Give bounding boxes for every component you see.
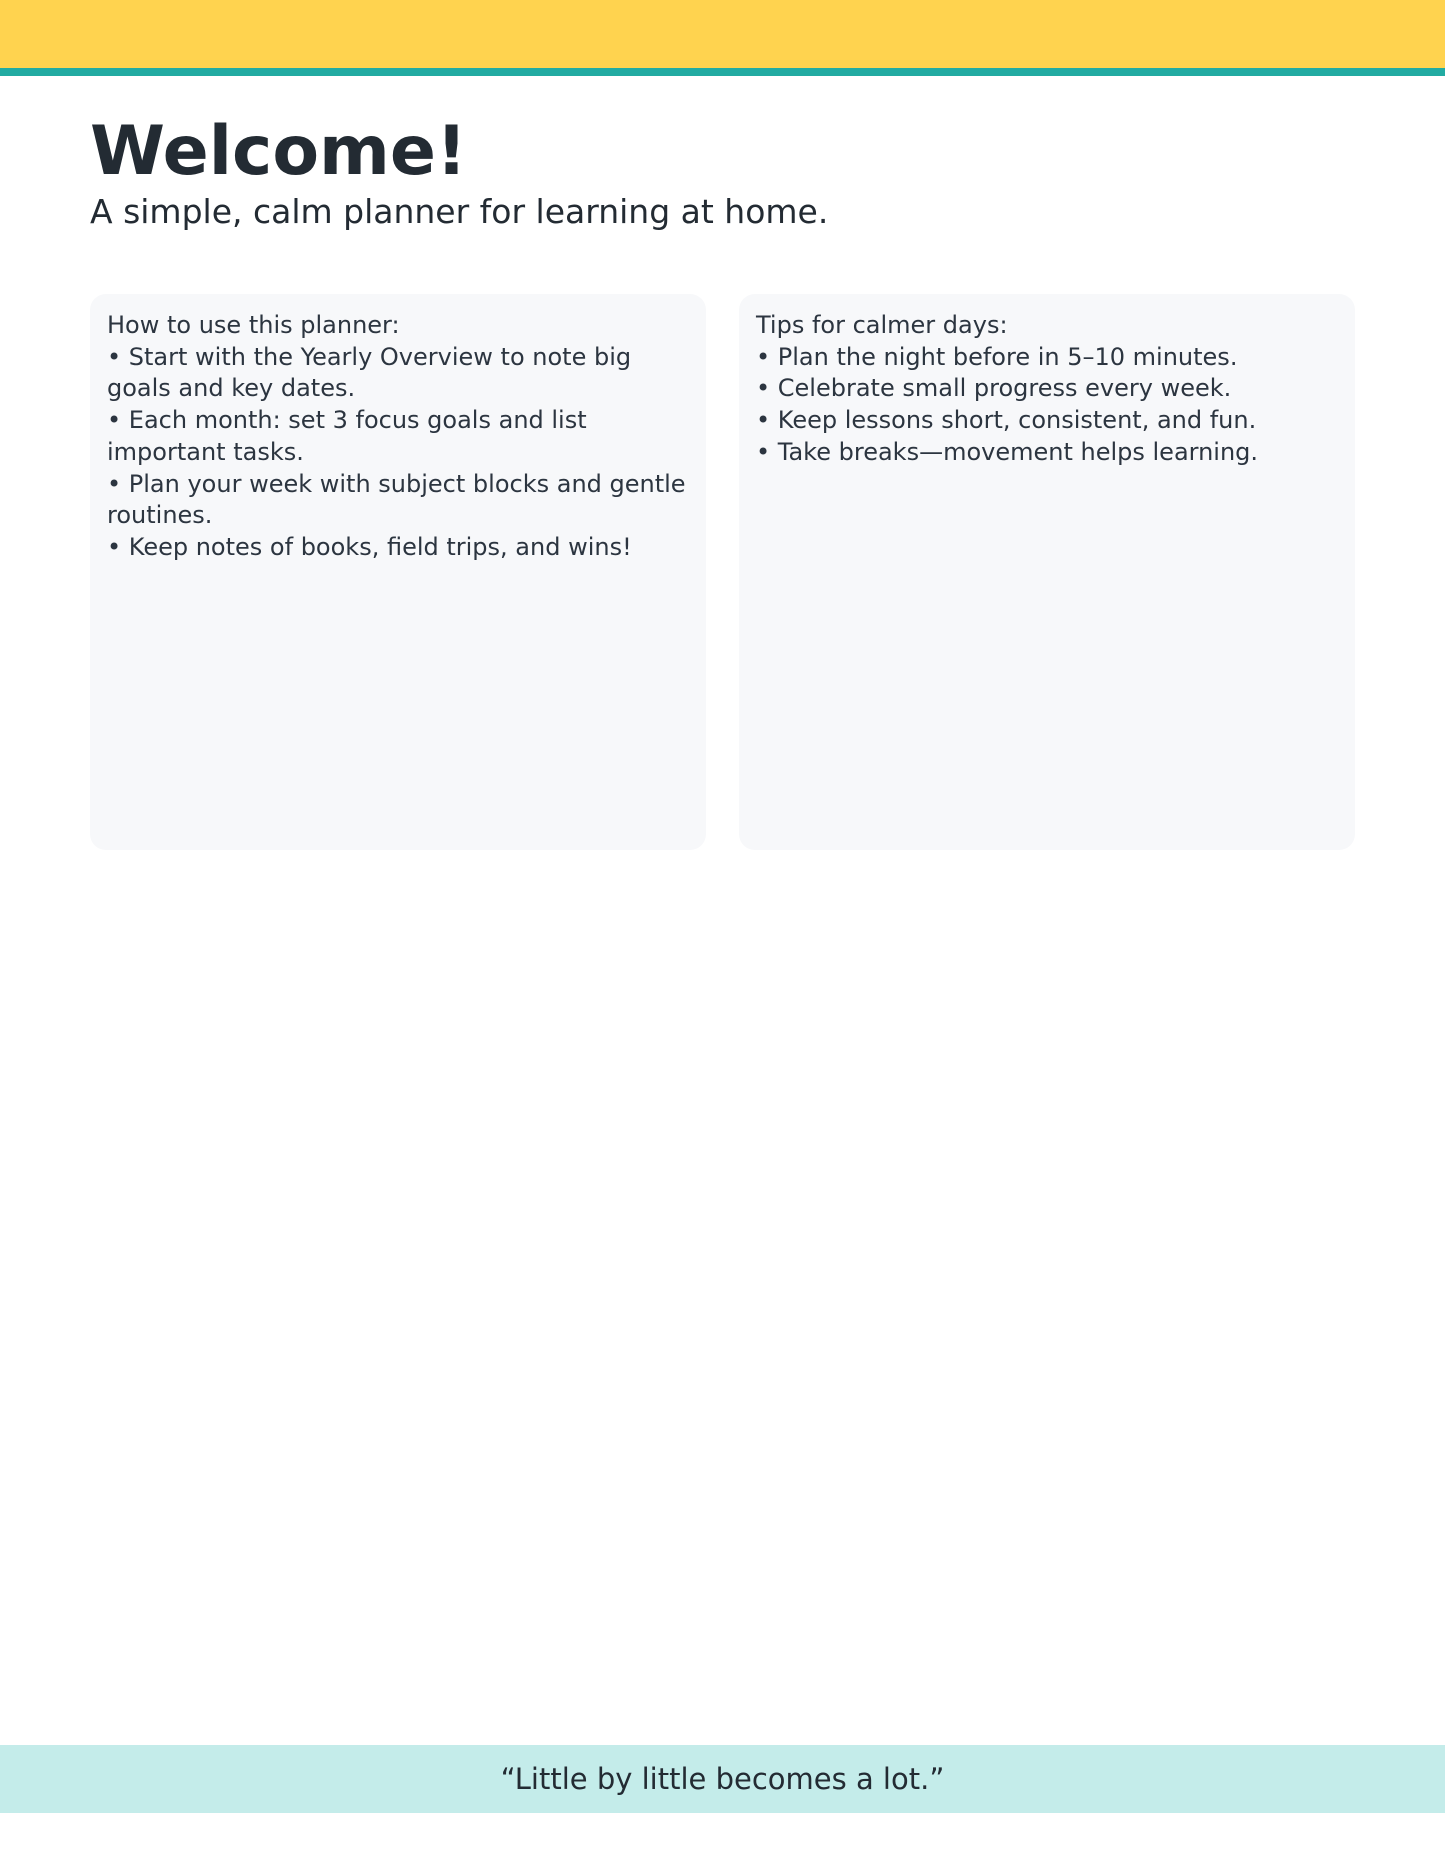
how-to-use-item: • Keep notes of books, field trips, and wins!: [107, 532, 632, 561]
how-to-use-item: • Plan your week with subject blocks and gentle routines.: [107, 469, 686, 530]
header-accent-stripe: [0, 68, 1445, 76]
page-title: Welcome!: [90, 112, 468, 191]
footer-quote: “Little by little becomes a lot.”: [500, 1762, 945, 1796]
tips-heading: Tips for calmer days:: [756, 311, 1008, 339]
how-to-use-item: • Start with the Yearly Overview to note big goals and key dates.: [107, 342, 632, 403]
header-band: [0, 0, 1445, 68]
tips-item: • Keep lessons short, consistent, and fun.: [756, 406, 1257, 435]
tips-item: • Take breaks—movement helps learning.: [756, 437, 1259, 466]
how-to-use-heading: How to use this planner:: [107, 311, 400, 339]
how-to-use-item: • Each month: set 3 focus goals and list important tasks.: [107, 406, 587, 466]
tips-item: • Plan the night before in 5–10 minutes.: [756, 342, 1238, 371]
tips-card: [739, 294, 1355, 850]
how-to-use-card: [90, 294, 706, 850]
footer-band: [0, 1745, 1445, 1813]
page-subtitle: A simple, calm planner for learning at home.: [90, 192, 829, 231]
tips-item: • Celebrate small progress every week.: [756, 374, 1232, 403]
